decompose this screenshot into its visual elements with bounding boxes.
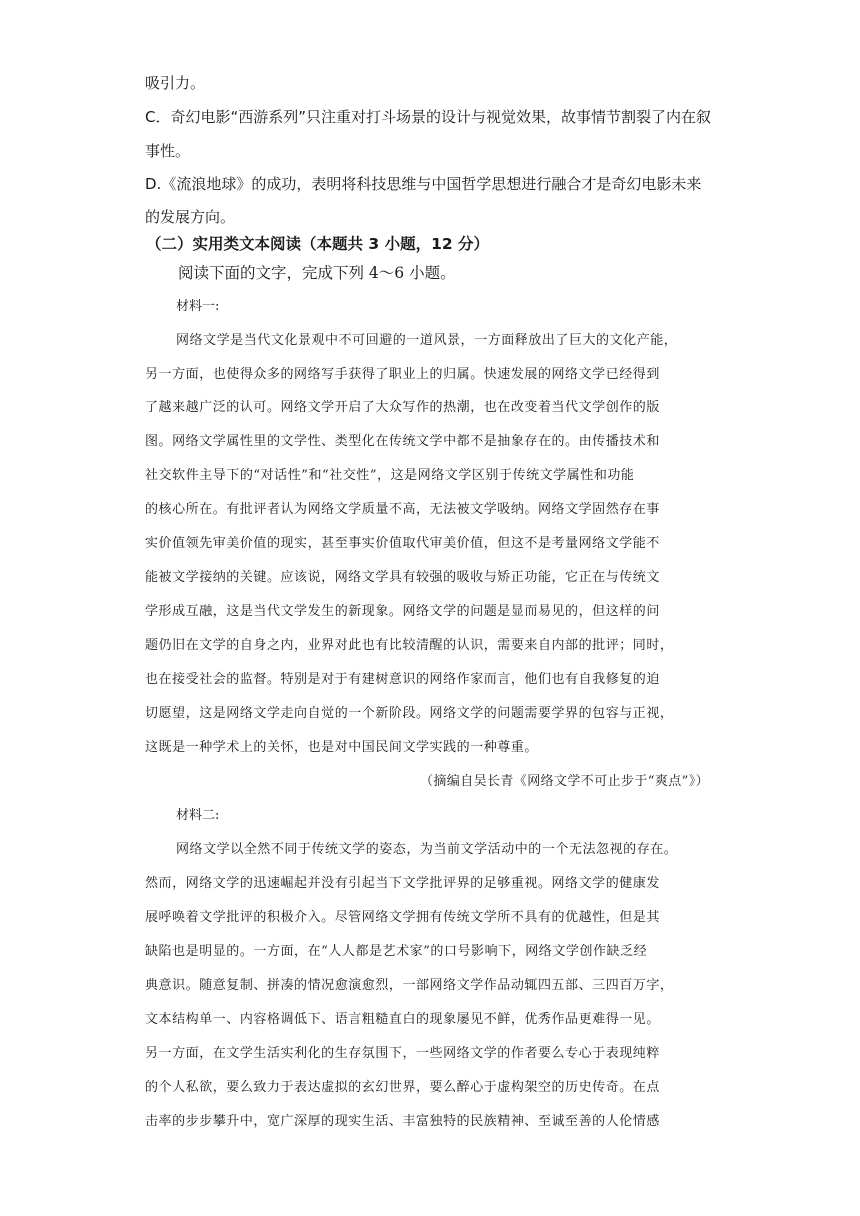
material-2-line: 文本结构单一、内容格调低下、语言粗糙直白的现象屡见不鲜，优秀作品更难得一见。 (145, 1012, 660, 1027)
material-1-line: 图。网络文学属性里的文学性、类型化在传统文学中都不是抽象存在的。由传播技术和 (145, 434, 660, 449)
material-2-line: 展呼唤着文学批评的积极介入。尽管网络文学拥有传统文学所不具有的优越性，但是其 (145, 910, 660, 925)
material-2-line: 然而，网络文学的迅速崛起并没有引起当下文学批评界的足够重视。网络文学的健康发 (145, 876, 660, 891)
material-2-line: 缺陷也是明显的。一方面，在“人人都是艺术家”的口号影响下，网络文学创作缺乏经 (145, 944, 648, 959)
material-1-line: 社交软件主导下的“对话性”和“社交性”，这是网络文学区别于传统文学属性和功能 (145, 468, 635, 483)
option-c-line-1: C．奇幻电影“西游系列”只注重对打斗场景的设计与视觉效果，故事情节割裂了内在叙 (145, 108, 712, 126)
option-b-tail: 吸引力。 (145, 74, 206, 92)
material-2-line: 击率的步步攀升中，宽广深厚的现实生活、丰富独特的民族精神、至诚至善的人伦情感 (145, 1114, 660, 1129)
material-1-line: 学形成互融，这是当代文学发生的新现象。网络文学的问题是显而易见的，但这样的问 (145, 604, 660, 619)
material-1-line: 另一方面，也使得众多的网络写手获得了职业上的归属。快速发展的网络文学已经得到 (145, 367, 660, 382)
material-2-line: 的个人私欲，要么致力于表达虚拟的玄幻世界，要么醉心于虚构架空的历史传奇。在点 (145, 1080, 660, 1095)
material-1-line: 网络文学是当代文化景观中不可回避的一道风景，一方面释放出了巨大的文化产能， (176, 333, 678, 348)
section-instruction: 阅读下面的文字，完成下列 4～6 小题。 (178, 264, 456, 282)
material-1-citation: （摘编自吴长青《网络文学不可止步于“爽点”》） (420, 774, 709, 789)
option-d-line-1: D.《流浪地球》的成功，表明将科技思维与中国哲学思想进行融合才是奇幻电影未来 (145, 175, 702, 193)
material-2-label: 材料二: (176, 808, 220, 823)
material-2-line: 网络文学以全然不同于传统文学的姿态，为当前文学活动中的一个无法忽视的存在。 (176, 842, 678, 857)
material-1-line: 的核心所在。有批评者认为网络文学质量不高，无法被文学吸纳。网络文学固然存在事 (145, 502, 660, 517)
material-1-label: 材料一: (176, 299, 220, 314)
option-d-line-2: 的发展方向。 (145, 208, 236, 226)
option-c-line-2: 事性。 (145, 142, 191, 160)
material-1-line: 这既是一种学术上的关怀，也是对中国民间文学实践的一种尊重。 (145, 740, 538, 755)
section-heading: （二）实用类文本阅读（本题共 3 小题，12 分） (146, 235, 490, 253)
material-1-line: 实价值领先审美价值的现实，甚至事实价值取代审美价值，但这不是考量网络文学能不 (145, 536, 660, 551)
material-1-line: 切愿望，这是网络文学走向自觉的一个新阶段。网络文学的问题需要学界的包容与正视， (145, 706, 674, 721)
material-1-line: 能被文学接纳的关键。应该说，网络文学具有较强的吸收与矫正功能，它正在与传统文 (145, 570, 660, 585)
material-2-line: 另一方面，在文学生活实利化的生存氛围下，一些网络文学的作者要么专心于表现纯粹 (145, 1046, 660, 1061)
material-1-line: 题仍旧在文学的自身之内，业界对此也有比较清醒的认识，需要来自内部的批评；同时， (145, 638, 674, 653)
material-2-line: 典意识。随意复制、拼凑的情况愈演愈烈，一部网络文学作品动辄四五部、三四百万字， (145, 978, 674, 993)
material-1-line: 了越来越广泛的认可。网络文学开启了大众写作的热潮，也在改变着当代文学创作的版 (145, 400, 660, 415)
material-1-line: 也在接受社会的监督。特别是对于有建树意识的网络作家而言，他们也有自我修复的迫 (145, 672, 660, 687)
